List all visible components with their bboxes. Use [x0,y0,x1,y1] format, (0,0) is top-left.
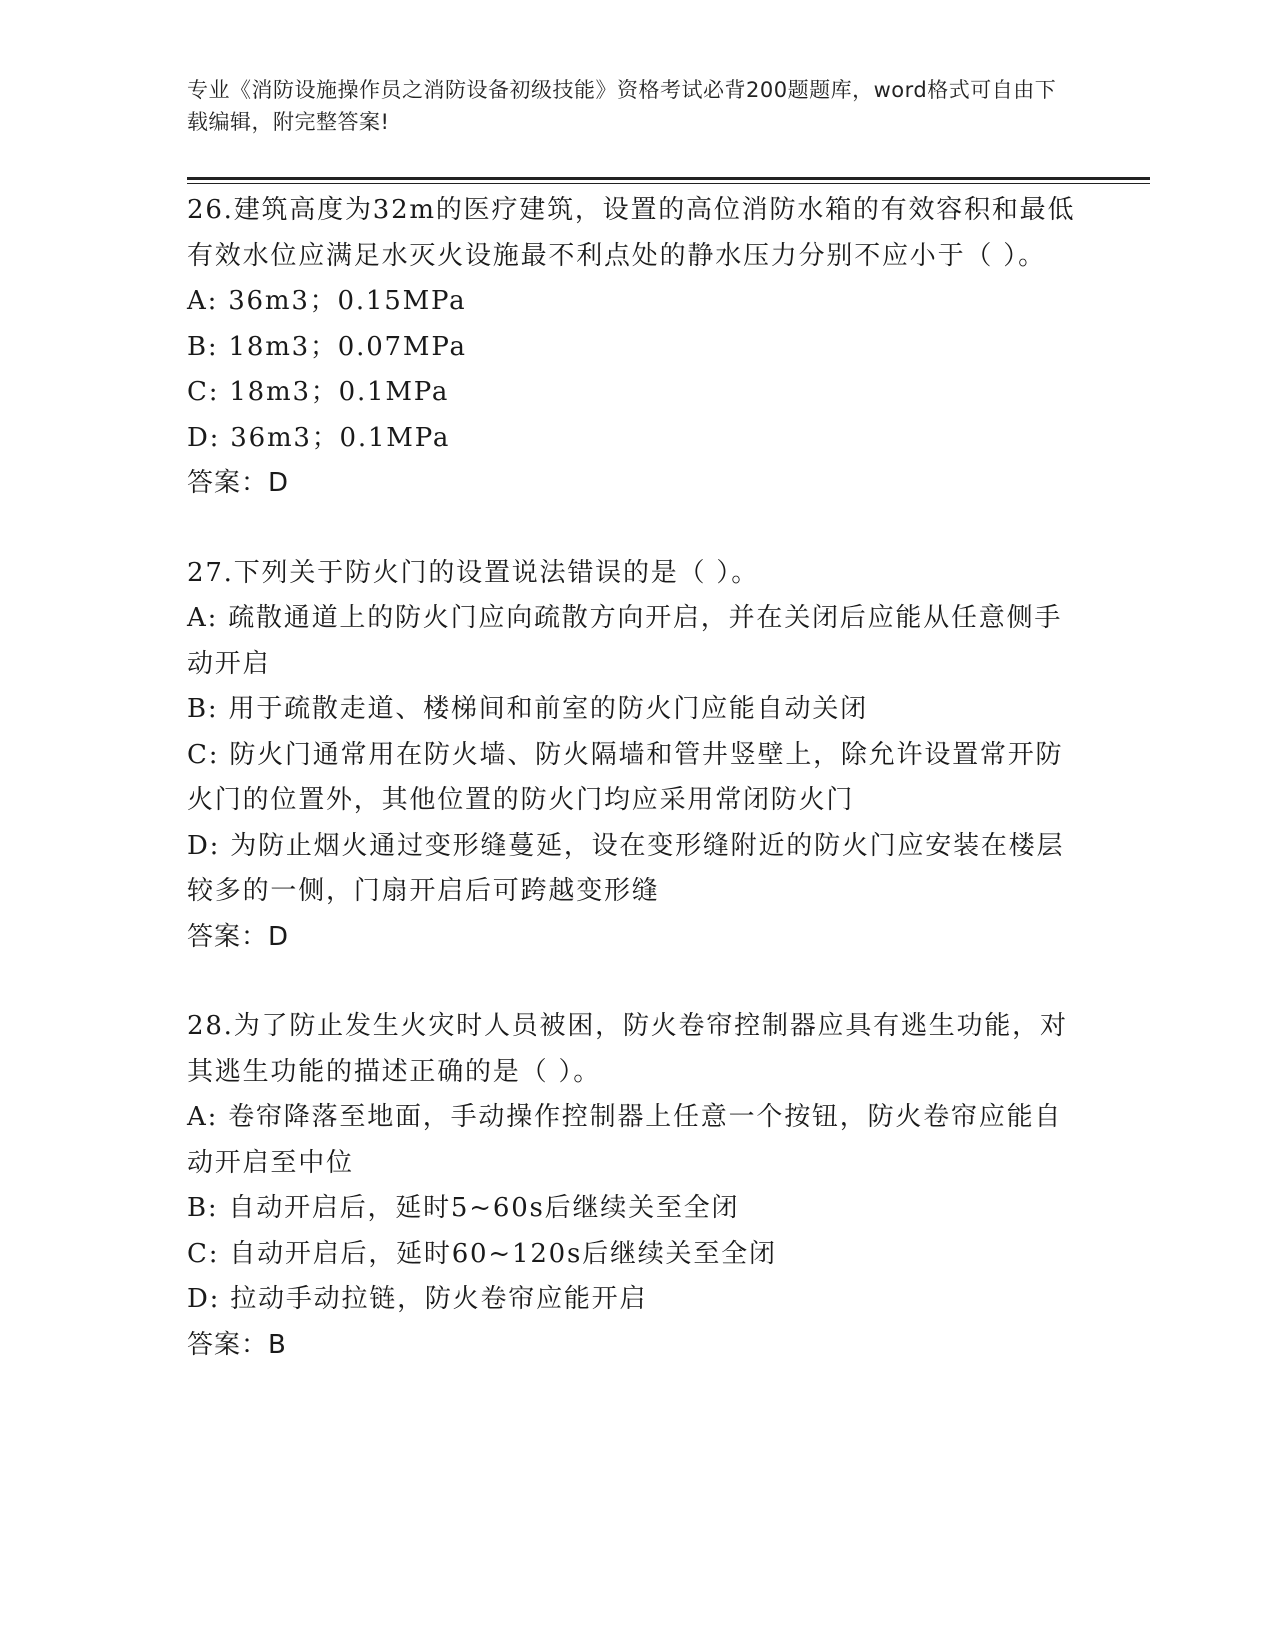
question-28 [187,1004,1077,1368]
option-a: A: 36m3；0.15MPa [187,286,467,316]
option-c: C: 自动开启后，延时60~120s后继续关至全闭 [187,1238,777,1269]
option-b: B: 18m3；0.07MPa [187,331,467,362]
answer: 答案：D [187,468,290,498]
option-a: A: 疏散通道上的防火门应向疏散方向开启，并在关闭后应能从任意侧手动开启 [187,603,1063,679]
option-d: D: 为防止烟火通过变形缝蔓延，设在变形缝附近的防火门应安装在楼层较多的一侧，门扇开启后可跨越变形缝 [187,830,1065,906]
option-d: D: 36m3；0.1MPa [187,422,451,453]
question-stem: 26.建筑高度为32m的医疗建筑，设置的高位消防水箱的有效容积和最低有效水位应满足水灭火设施最不利点处的静水压力分别不应小于（ ）。 [187,195,1076,271]
answer: 答案：D [187,921,290,952]
option-c: C: 18m3；0.1MPa [187,377,450,407]
question-26 [187,188,1077,507]
question-27 [187,551,1077,961]
option-d: D: 拉动手动拉链，防火卷帘应能开启 [187,1284,648,1314]
option-b: B: 用于疏散走道、楼梯间和前室的防火门应能自动关闭 [187,694,868,724]
document-header: 专业《消防设施操作员之消防设备初级技能》资格考试必背200题题库，word格式可自由下载编辑，附完整答案! [187,78,1057,134]
option-b: B: 自动开启后，延时5~60s后继续关至全闭 [187,1193,740,1223]
question-list [187,188,1077,1412]
option-c: C: 防火门通常用在防火墙、防火隔墙和管井竖壁上，除允许设置常开防火门的位置外，其他位置的防火门均应采用常闭防火门 [187,739,1064,815]
option-a: A: 卷帘降落至地面，手动操作控制器上任意一个按钮，防火卷帘应能自动开启至中位 [187,1102,1063,1178]
answer: 答案：B [187,1329,287,1360]
header-rule-thin [187,183,1150,184]
question-stem: 28.为了防止发生火灾时人员被困，防火卷帘控制器应具有逃生功能，对其逃生功能的描述正确的是（ ）。 [187,1011,1068,1087]
question-stem: 27.下列关于防火门的设置说法错误的是（ ）。 [187,557,760,588]
header-rule-thick [187,177,1150,180]
